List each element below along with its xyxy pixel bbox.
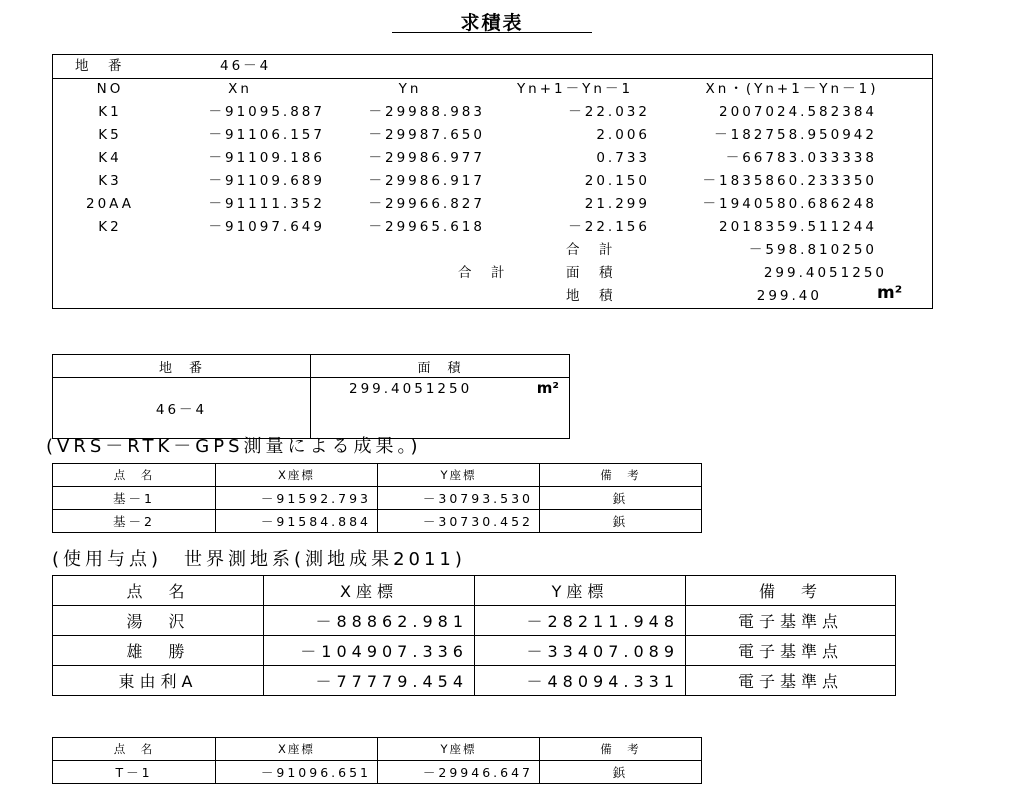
- summary-header-lot: 地 番: [53, 355, 311, 378]
- calc-lot-value: 46－4: [220, 58, 272, 74]
- calc-cell-xn: －91109.689: [208, 173, 325, 189]
- calc-cell-xn: －91095.887: [208, 104, 325, 120]
- point-header-cell: 備 考: [540, 738, 702, 761]
- given-header-row: [53, 576, 896, 606]
- calc-cell-yn: －29988.983: [368, 104, 485, 120]
- vrs-cell: －30730.452: [378, 510, 540, 533]
- point-header-cell: X座標: [216, 738, 378, 761]
- summary-table: [52, 354, 570, 439]
- calc-cell-ydiff: －22.032: [568, 104, 650, 120]
- calc-header-yn: Yn: [398, 81, 422, 97]
- table-row: [53, 606, 896, 636]
- point-cell: －29946.647: [378, 761, 540, 784]
- given-cell: －33407.089: [475, 636, 686, 666]
- calc-cell-product: －66783.033338: [725, 150, 877, 166]
- vrs-header-cell: Y座標: [378, 464, 540, 487]
- summary-area-cell: [311, 378, 570, 439]
- calc-land-area-label: 地 積: [566, 288, 616, 304]
- calc-unit: m²: [877, 283, 903, 303]
- given-header-cell: 点 名: [53, 576, 264, 606]
- summary-lot: 46－4: [53, 378, 311, 439]
- calc-area-value: 299.4051250: [763, 265, 887, 281]
- given-cell: 電子基準点: [686, 666, 896, 696]
- calc-cell-ydiff: 2.006: [596, 127, 650, 143]
- given-cell: －77779.454: [264, 666, 475, 696]
- vrs-cell: －91584.884: [216, 510, 378, 533]
- calc-cell-no: K4: [98, 150, 122, 166]
- point-cell: 鋲: [540, 761, 702, 784]
- given-header-cell: Y座標: [475, 576, 686, 606]
- vrs-heading: (VRS－RTK－GPS測量による成果。): [46, 436, 422, 457]
- calc-cell-yn: －29965.618: [368, 219, 485, 235]
- given-cell: 東由利A: [53, 666, 264, 696]
- point-header-cell: 点 名: [53, 738, 216, 761]
- vrs-cell: 鋲: [540, 510, 702, 533]
- vrs-table: [52, 463, 702, 533]
- summary-header-area: 面 積: [311, 355, 570, 378]
- calc-cell-no: K2: [98, 219, 122, 235]
- calc-lot-row-divider: [53, 78, 932, 79]
- given-heading: (使用与点) 世界測地系(測地成果2011): [52, 549, 466, 570]
- given-cell: －48094.331: [475, 666, 686, 696]
- given-cell: 電子基準点: [686, 606, 896, 636]
- table-row: [53, 666, 896, 696]
- given-table: [52, 575, 896, 696]
- calc-cell-yn: －29986.977: [368, 150, 485, 166]
- page-title: 求積表: [460, 12, 524, 34]
- given-header-cell: 備 考: [686, 576, 896, 606]
- calc-cell-product: 2018359.511244: [719, 219, 877, 235]
- calc-cell-product: 2007024.582384: [719, 104, 877, 120]
- calc-cell-xn: －91106.157: [208, 127, 325, 143]
- calc-cell-yn: －29966.827: [368, 196, 485, 212]
- calc-cell-ydiff: 21.299: [584, 196, 650, 212]
- calc-header-ydiff: Yn+1－Yn－1: [516, 81, 634, 97]
- summary-area: 299.4051250: [349, 381, 473, 397]
- calc-cell-yn: －29987.650: [368, 127, 485, 143]
- summary-unit: m²: [536, 379, 559, 397]
- calc-cell-ydiff: －22.156: [568, 219, 650, 235]
- calc-cell-xn: －91109.186: [208, 150, 325, 166]
- vrs-cell: －30793.530: [378, 487, 540, 510]
- calc-cell-no: K1: [98, 104, 122, 120]
- vrs-cell: 鋲: [540, 487, 702, 510]
- calc-sum-value: －598.810250: [748, 242, 877, 258]
- vrs-header-row: [53, 464, 702, 487]
- point-table: [52, 737, 702, 784]
- vrs-cell: 基－2: [53, 510, 216, 533]
- calc-land-area-value: 299.40: [756, 288, 822, 304]
- calc-cell-no: K3: [98, 173, 122, 189]
- vrs-header-cell: 点 名: [53, 464, 216, 487]
- title-underline: [392, 32, 592, 33]
- table-row: [53, 761, 702, 784]
- table-row: [53, 487, 702, 510]
- calc-area-label: 面 積: [566, 265, 616, 281]
- calc-header-no: NO: [96, 81, 124, 97]
- point-cell: T－1: [53, 761, 216, 784]
- given-cell: 雄 勝: [53, 636, 264, 666]
- calc-cell-ydiff: 20.150: [584, 173, 650, 189]
- calc-cell-ydiff: 0.733: [596, 150, 650, 166]
- calc-cell-no: K5: [98, 127, 122, 143]
- calc-cell-xn: －91111.352: [208, 196, 325, 212]
- point-header-row: [53, 738, 702, 761]
- point-header-cell: Y座標: [378, 738, 540, 761]
- vrs-cell: 基－1: [53, 487, 216, 510]
- table-row: [53, 510, 702, 533]
- vrs-cell: －91592.793: [216, 487, 378, 510]
- calc-sum-label: 合 計: [566, 242, 616, 258]
- calc-lot-label: 地 番: [75, 58, 125, 74]
- given-cell: －88862.981: [264, 606, 475, 636]
- calc-cell-product: －1835860.233350: [702, 173, 877, 189]
- vrs-header-cell: X座標: [216, 464, 378, 487]
- given-cell: －28211.948: [475, 606, 686, 636]
- point-cell: －91096.651: [216, 761, 378, 784]
- calc-total-label: 合 計: [458, 265, 508, 281]
- given-cell: 湯 沢: [53, 606, 264, 636]
- given-header-cell: X座標: [264, 576, 475, 606]
- calc-cell-product: －182758.950942: [714, 127, 877, 143]
- calc-cell-xn: －91097.649: [208, 219, 325, 235]
- calc-cell-yn: －29986.917: [368, 173, 485, 189]
- given-cell: 電子基準点: [686, 636, 896, 666]
- given-cell: －104907.336: [264, 636, 475, 666]
- calc-header-product: Xn・(Yn+1－Yn－1): [705, 81, 879, 97]
- calc-cell-no: 20AA: [85, 196, 135, 212]
- calc-header-xn: Xn: [228, 81, 252, 97]
- table-row: [53, 636, 896, 666]
- calc-cell-product: －1940580.686248: [702, 196, 877, 212]
- vrs-header-cell: 備 考: [540, 464, 702, 487]
